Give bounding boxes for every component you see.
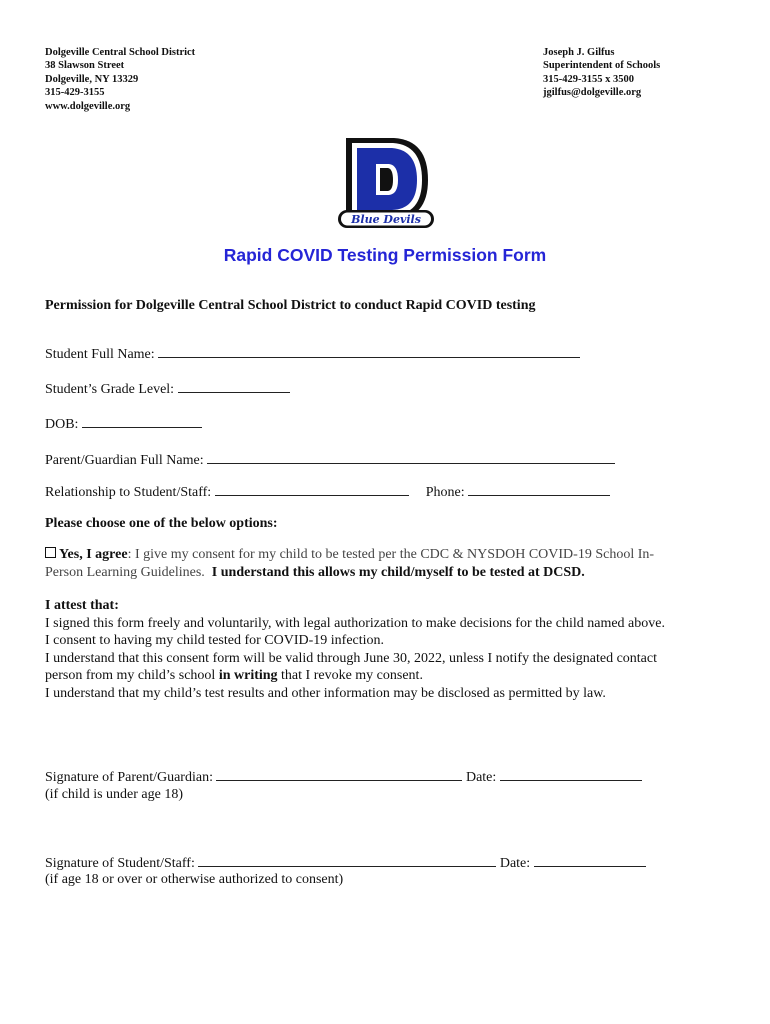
logo-script-text: Blue Devils (351, 213, 421, 226)
guardian-date-field[interactable] (500, 768, 642, 781)
grade-label: Student’s Grade Level: (45, 382, 175, 397)
consent-understand-text: I understand this allows my child/myself to be tested at DCSD. (211, 564, 585, 580)
district-address-block (45, 46, 195, 113)
dob-field[interactable] (82, 415, 202, 428)
grade-field[interactable] (178, 380, 290, 393)
student-signature-field[interactable] (198, 854, 496, 867)
district-website: www.dolgeville.org (45, 100, 131, 112)
guardian-signature-note: (if child is under age 18) (45, 787, 184, 802)
district-street: 38 Slawson Street (45, 60, 125, 72)
student-signature-note: (if age 18 or over or otherwise authorized to consent) (45, 872, 344, 887)
student-date-label: Date: (499, 856, 531, 871)
student-signature-row (45, 854, 646, 872)
superintendent-email: jgilfus@dolgeville.org (543, 87, 642, 99)
attest-line: I signed this form freely and voluntarily, with legal authorization to make decisions for the child named above. (45, 615, 665, 631)
guardian-name-label: Parent/Guardian Full Name: (45, 453, 204, 468)
student-name-row (45, 345, 580, 363)
consent-checkbox[interactable] (45, 547, 56, 558)
attest-section (45, 597, 665, 703)
consent-option-text: : I give my consent for my child to be tested per the CDC & NYSDOH COVID-19 School In- (127, 547, 655, 562)
consent-option (45, 546, 654, 581)
attest-line: person from my child’s school in writing that I revoke my consent. (45, 668, 423, 684)
superintendent-phone: 315-429-3155 x 3500 (543, 73, 634, 85)
attest-line: I understand that my child’s test results and other information may be disclosed as permitted by law. (45, 685, 606, 701)
dob-label: DOB: (45, 417, 79, 432)
guardian-signature-field[interactable] (216, 768, 462, 781)
form-subtitle: Permission for Dolgeville Central School District to conduct Rapid COVID testing (45, 298, 536, 313)
student-date-field[interactable] (534, 854, 646, 867)
superintendent-name: Joseph J. Gilfus (543, 47, 615, 58)
attest-heading: I attest that: (45, 598, 119, 613)
form-title: Rapid COVID Testing Permission Form (223, 245, 547, 265)
student-signature-label: Signature of Student/Staff: (45, 856, 195, 871)
relationship-label: Relationship to Student/Staff: (45, 485, 212, 500)
district-city: Dolgeville, NY 13329 (45, 73, 139, 85)
superintendent-title: Superintendent of Schools (543, 60, 661, 72)
phone-label: Phone: (425, 485, 465, 500)
blue-devils-logo (336, 134, 436, 234)
superintendent-block (543, 46, 660, 100)
choose-options-heading: Please choose one of the below options: (45, 516, 278, 531)
guardian-signature-label: Signature of Parent/Guardian: (45, 770, 213, 785)
attest-line: I understand that this consent form will be valid through June 30, 2022, unless I notify the designated contact (45, 650, 657, 666)
guardian-signature-row (45, 768, 642, 786)
student-name-label: Student Full Name: (45, 347, 155, 362)
guardian-date-label: Date: (465, 770, 497, 785)
district-name: Dolgeville Central School District (45, 47, 196, 58)
student-name-field[interactable] (158, 345, 580, 358)
district-phone: 315-429-3155 (45, 87, 105, 99)
relationship-row (45, 483, 610, 501)
guardian-name-row (45, 451, 615, 469)
guardian-name-field[interactable] (207, 451, 615, 464)
phone-field[interactable] (468, 483, 610, 496)
relationship-field[interactable] (215, 483, 409, 496)
consent-option-label: Yes, I agree (59, 547, 128, 562)
dob-row (45, 415, 202, 433)
grade-row (45, 380, 290, 398)
consent-option-text-cont: Person Learning Guidelines. (45, 564, 205, 580)
attest-line: I consent to having my child tested for COVID-19 infection. (45, 633, 385, 649)
